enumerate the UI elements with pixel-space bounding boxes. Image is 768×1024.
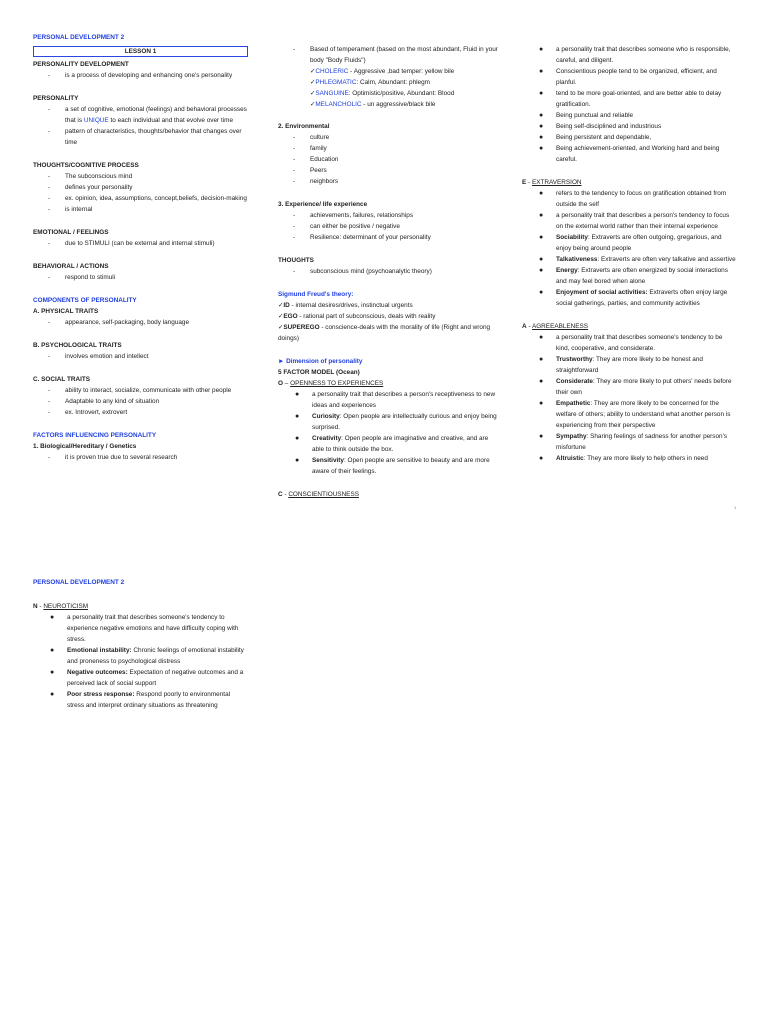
document-title: PERSONAL DEVELOPMENT 2 — [33, 34, 125, 41]
list-item: ● Altruistic: They are more likely to help others in need — [539, 455, 708, 462]
list-item: ● Empathetic: They are more likely to be concerned for the welfare of others; ability to understand what another person is experiencing from their perspective — [539, 400, 731, 429]
list-item: - Adaptable to any kind of situation — [48, 398, 160, 405]
list-item: ● Emotional instability: Chronic feelings of emotional instability and proneness to psychological distress — [50, 647, 244, 665]
freud-id: ✓ID - internal desires/drives, instinctual urgents — [278, 302, 413, 309]
check-icon: ✓ — [310, 68, 316, 75]
temperament-sanguine: ✓SANGUINE: Optimistic/positive, Abundant: Blood — [310, 90, 455, 97]
list-item: - involves emotion and intellect — [48, 353, 149, 360]
temperament-melancholic: ✓MELANCHOLIC - un aggressive/black bile — [310, 101, 436, 108]
temperament-phlegmatic: ✓PHLEGMATIC: Calm, Abundant: phlegm — [310, 79, 430, 86]
section-heading: FACTORS INFLUENCING PERSONALITY — [33, 432, 157, 439]
list-item: ● Negative outcomes: Expectation of negative outcomes and a perceived lack of social support — [50, 669, 244, 687]
list-item: - achievements, failures, relationships — [293, 212, 414, 219]
section-heading: ► Dimension of personality — [278, 358, 363, 365]
sub-heading: C. SOCIAL TRAITS — [33, 376, 91, 383]
check-icon: ✓ — [278, 302, 284, 309]
list-item: ● Trustworthy: They are more likely to be honest and straightforward — [539, 356, 703, 374]
list-item: - appearance, self-packaging, body language — [48, 319, 189, 326]
list-item: - family — [293, 145, 327, 152]
list-item: - defines your personality — [48, 184, 133, 191]
list-item: ● Being punctual and reliable — [539, 112, 634, 119]
section-personality — [33, 93, 248, 148]
section-heading: THOUGHTS/COGNITIVE PROCESS — [33, 162, 139, 169]
trait-openness-heading: O – OPENNESS TO EXPERIENCES — [278, 380, 384, 387]
section-factors — [33, 430, 248, 463]
section-behavioral — [33, 261, 248, 283]
list-item: ● Conscientious people tend to be organized, efficient, and planful. — [539, 68, 717, 86]
document-title: PERSONAL DEVELOPMENT 2 — [33, 579, 125, 586]
list-item: ● Being achievement-oriented, and Working hard and being careful. — [539, 145, 720, 163]
list-item: - Peers — [293, 167, 327, 174]
trait-extraversion-heading: E - EXTRAVERSION — [522, 179, 582, 186]
page-number: 1 — [734, 505, 737, 510]
list-item: ● a personality trait that describes someone's tendency to experience negative emotions and have difficulty coping with stress. — [50, 614, 239, 643]
check-icon: ✓ — [278, 313, 284, 320]
sub-heading: A. PHYSICAL TRAITS — [33, 308, 99, 315]
section-emotional — [33, 227, 248, 249]
temperament-choleric: ✓CHOLERIC - Aggressive ,bad temper: yellow bile — [310, 68, 455, 75]
list-item: - ability to interact, socialize, communicate with other people — [48, 387, 232, 394]
list-item: ● Enjoyment of social activities: Extraverts often enjoy large social gatherings, parties, and community activities — [539, 289, 728, 307]
section-environmental — [278, 121, 498, 187]
list-item: ● a personality trait that describes a person's receptiveness to new ideas and experiences — [295, 391, 496, 409]
sub-heading: 5 FACTOR MODEL (Ocean) — [278, 369, 360, 376]
sub-heading: 2. Environmental — [278, 123, 330, 130]
list-item: - Education — [293, 156, 339, 163]
list-item: ● Sociability: Extraverts are often outgoing, gregarious, and enjoy being around people — [539, 234, 722, 252]
column-3 — [522, 44, 737, 464]
list-item: - is a process of developing and enhancing one's personality — [48, 72, 233, 79]
list-item: - Resilience: determinant of your personality — [293, 234, 431, 241]
list-item: - is internal — [48, 206, 93, 213]
sub-heading: B. PSYCHOLOGICAL TRAITS — [33, 342, 122, 349]
page-2 — [33, 577, 248, 711]
list-item: ● Sympathy: Sharing feelings of sadness for another person's misfortune — [539, 433, 728, 451]
trait-conscientiousness-heading: C - CONSCIENTIOUSNESS — [278, 491, 359, 498]
section-experience — [278, 199, 498, 243]
column-2 — [278, 44, 498, 500]
list-item: - ex. opinion, idea, assumptions, concept,beliefs, decision-making — [48, 195, 247, 202]
list-item: ● refers to the tendency to focus on gratification obtained from outside the self — [539, 190, 727, 208]
check-icon: ✓ — [310, 90, 316, 97]
section-psychological — [33, 340, 248, 362]
section-heading: Sigmund Freud's theory: — [278, 291, 354, 298]
list-item: - ex. Introvert, extrovert — [48, 409, 128, 416]
section-thoughts — [278, 255, 498, 277]
list-item: ● Curiosity: Open people are intellectually curious and enjoy being surprised. — [295, 413, 497, 431]
sub-heading: 3. Experience/ life experience — [278, 201, 368, 208]
list-item: - can either be positive / negative — [293, 223, 400, 230]
section-components — [33, 295, 248, 328]
list-item: - neighbors — [293, 178, 339, 185]
list-item: - The subconscious mind — [48, 173, 133, 180]
sub-heading: THOUGHTS — [278, 257, 314, 264]
sub-heading: 1. Biological/Hereditary / Genetics — [33, 443, 137, 450]
list-item: ● Creativity: Open people are imaginative and creative, and are able to think outside the box. — [295, 435, 489, 453]
list-item: ● Being self-disciplined and industrious — [539, 123, 662, 130]
section-social — [33, 374, 248, 418]
list-item: - culture — [293, 134, 330, 141]
list-item: ● a personality trait that describes someone's tendency to be kind, cooperative, and considerate. — [539, 334, 723, 352]
lesson-heading: LESSON 1 — [33, 46, 248, 57]
list-item: ● Sensitivity: Open people are sensitive to beauty and are more aware of their feelings. — [295, 457, 490, 475]
section-thoughts-cognitive — [33, 160, 248, 215]
list-item: - respond to stimuli — [48, 274, 116, 281]
section-heading: EMOTIONAL / FEELINGS — [33, 229, 109, 236]
list-item: ● Poor stress response: Respond poorly to environmental stress and interpret ordinary situations as threatening — [50, 691, 231, 709]
section-freud — [278, 289, 498, 344]
column-1 — [33, 32, 248, 463]
list-item: - due to STIMULI (can be external and internal stimuli) — [48, 240, 215, 247]
section-heading: BEHAVIORAL / ACTIONS — [33, 263, 109, 270]
section-dimension — [278, 356, 498, 477]
section-heading: PERSONALITY DEVELOPMENT — [33, 61, 129, 68]
list-item: ● Talkativeness: Extraverts are often very talkative and assertive — [539, 256, 736, 263]
list-item: - a set of cognitive, emotional (feelings) and behavioral processes that is UNIQUE to each individual and that evolve over time — [48, 106, 247, 124]
trait-agreeableness-heading: A - AGREEABLENESS — [522, 323, 589, 330]
list-item: ● a personality trait that describes a person's tendency to focus on the external world rather than their internal experience — [539, 212, 730, 230]
list-item: ● Energy: Extraverts are often energized by social interactions and may feel bored when alone — [539, 267, 728, 285]
list-item: - subconscious mind (psychoanalytic theory) — [293, 268, 432, 275]
section-heading: COMPONENTS OF PERSONALITY — [33, 297, 137, 304]
list-item: - pattern of characteristics, thoughts/behavior that changes over time — [48, 128, 242, 146]
check-icon: ✓ — [310, 101, 316, 108]
freud-ego: ✓EGO - rational part of subconscious, deals with reality — [278, 313, 436, 320]
highlight-text: UNIQUE — [83, 117, 109, 124]
list-item: ● tend to be more goal-oriented, and are better able to delay gratification. — [539, 90, 722, 108]
trait-neuroticism-heading: N - NEUROTICISM — [33, 603, 89, 610]
check-icon: ✓ — [278, 324, 284, 331]
list-item: - it is proven true due to several research — [48, 454, 178, 461]
freud-superego: ✓SUPEREGO - conscience-deals with the morality of life (Right and wrong doings) — [278, 324, 491, 342]
list-item: ● a personality trait that describes someone who is responsible, careful, and diligent. — [539, 46, 731, 64]
list-item: ● Considerate: They are more likely to put others' needs before their own — [539, 378, 732, 396]
section-heading: PERSONALITY — [33, 95, 79, 102]
list-item: ● Being persistent and dependable, — [539, 134, 652, 141]
check-icon: ✓ — [310, 79, 316, 86]
section-personality-development — [33, 59, 248, 81]
list-item: - Based of temperament (based on the most abundant, Fluid in your body "Body Fluids") — [293, 46, 498, 64]
